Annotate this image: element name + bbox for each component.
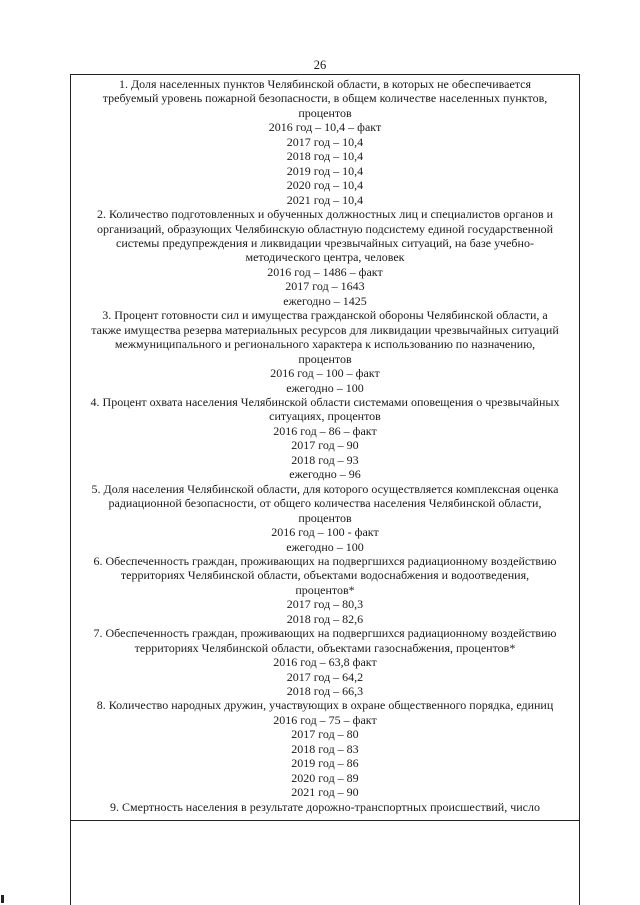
text-line: 2021 год – 10,4: [286, 192, 364, 207]
text-line: 2017 год – 80,3: [286, 597, 364, 612]
table-row-divider: [70, 820, 580, 821]
text-line: процентов*: [295, 582, 355, 597]
text-line: 2016 год – 86 – факт: [273, 423, 377, 438]
text-line: 2018 год – 82,6: [286, 611, 364, 626]
text-line: территориях Челябинской области, объектами водоснабжения и водоотведения,: [120, 568, 530, 583]
text-line: 5. Доля населения Челябинской области, для которого осуществляется комплексная оценка: [91, 481, 559, 496]
text-line: 2021 год – 90: [291, 785, 359, 800]
text-line: 2018 год – 66,3: [286, 684, 364, 699]
text-line: 2016 год – 100 – факт: [270, 366, 380, 381]
text-line: 2017 год – 90: [291, 438, 359, 453]
text-line: 2019 год – 10,4: [286, 163, 364, 178]
text-line: требуемый уровень пожарной безопасности, в общем количестве населенных пунктов,: [102, 91, 548, 106]
text-line: 2016 год – 75 – факт: [273, 712, 377, 727]
text-line: 2020 год – 10,4: [286, 178, 364, 193]
text-line: 2016 год – 100 - факт: [271, 525, 379, 540]
text-line: 2016 год – 10,4 – факт: [268, 120, 382, 135]
scan-margin-mark: [1, 895, 4, 903]
indicators-table: [70, 74, 580, 905]
text-line: 2. Количество подготовленных и обученных должностных лиц и специалистов органов и: [96, 207, 554, 222]
text-line: также имущества резерва материальных ресурсов для ликвидации чрезвычайных ситуаций: [91, 322, 559, 337]
text-line: 7. Обеспеченность граждан, проживающих на подвергшихся радиационному воздействию: [93, 626, 557, 641]
text-line: 9. Смертность населения в результате дорожно-транспортных происшествий, число: [110, 799, 540, 814]
text-line: 2017 год – 1643: [285, 279, 365, 294]
text-line: 2018 год – 10,4: [286, 149, 364, 164]
text-line: ежегодно – 100: [286, 539, 364, 554]
text-line: 1. Доля населенных пунктов Челябинской области, в которых не обеспечивается: [118, 77, 532, 91]
text-line: 8. Количество народных дружин, участвующих в охране общественного порядка, единиц: [96, 698, 554, 713]
text-line: ежегодно – 100: [286, 380, 364, 395]
text-line: организаций, образующих Челябинскую областную подсистему единой государственной: [96, 221, 554, 236]
text-line: 2020 год – 89: [291, 770, 359, 785]
text-line: методического центра, человек: [245, 250, 405, 265]
text-line: 2016 год – 63,8 факт: [273, 655, 377, 670]
text-line: процентов: [298, 105, 352, 120]
text-line: системы предупреждения и ликвидации чрезвычайных ситуаций, на базе учебно-: [116, 235, 534, 250]
page-number: 26: [313, 58, 327, 72]
text-line: ежегодно – 96: [289, 467, 361, 482]
text-line: процентов: [298, 351, 352, 366]
text-line: 6. Обеспеченность граждан, проживающих на подвергшихся радиационному воздействию: [93, 553, 557, 568]
text-line: ситуациях, процентов: [269, 409, 381, 424]
text-line: 2016 год – 1486 – факт: [267, 264, 383, 279]
text-line: территориях Челябинской области, объектами газоснабжения, процентов*: [134, 640, 516, 655]
text-line: процентов: [298, 510, 352, 525]
text-line: 2017 год – 80: [291, 727, 359, 742]
text-line: 2017 год – 10,4: [286, 134, 364, 149]
text-line: радиационной безопасности, от общего количества населения Челябинской области,: [108, 496, 542, 511]
indicators-text: [71, 75, 579, 814]
text-line: 2018 год – 93: [291, 452, 359, 467]
text-line: 4. Процент охвата населения Челябинской области системами оповещения о чрезвычайных: [90, 394, 560, 409]
text-line: 2017 год – 64,2: [286, 669, 364, 684]
text-line: ежегодно – 1425: [283, 293, 367, 308]
text-line: 2019 год – 86: [291, 756, 359, 771]
text-line: межмуниципального и регионального характера к использованию по назначению,: [114, 337, 536, 352]
text-line: 2018 год – 83: [291, 741, 359, 756]
text-line: 3. Процент готовности сил и имущества гражданской обороны Челябинской области, а: [102, 308, 548, 323]
